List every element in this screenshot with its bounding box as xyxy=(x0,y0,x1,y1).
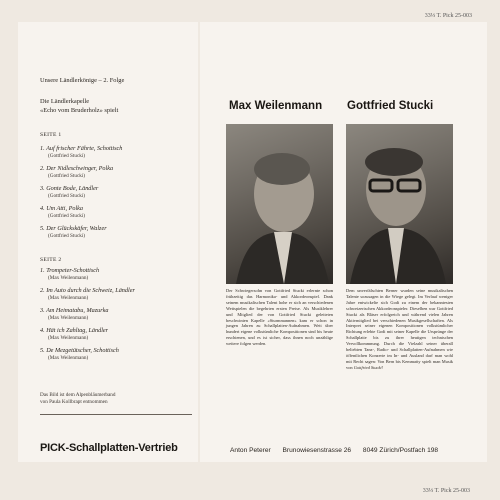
track-title: 2. Der Nidleschwinger, Polka xyxy=(40,165,114,172)
track-composer: (Gottfried Stucki) xyxy=(48,173,86,179)
track-title: 3. Am Heimatabu, Mazurka xyxy=(40,307,109,314)
address-name: Anton Peterer xyxy=(230,447,271,454)
catalog-number-top: 33⅓ T. Pick 25-003 xyxy=(424,13,472,19)
track-title: 1. Trompeter-Schottisch xyxy=(40,267,100,274)
biography-text: Dem unverfälschten Berner wurden seine musikalischen Talente sozusagen in die Wiege gelegt. Im Verlauf weniger Jahre entwickelte sich Godi zu einem der bekanntesten schweizerischen Akkordeonspieler. Dieselben war Gottfried Stucki als Bläser erfolgreich und während vielen Jahren Aktivmitglied bei verschiedenen Musikgesellschaften. Als Interpret seiner eigenen Kompositionen volkstümlicher Richtung erlebte Godi mit seiner Kapelle die Ursprünge der Schallplatte bis zu ihrer heutigen technischen Vervollkommnung. Durch die Vielzahl seiner überall beliebten Tanz-, Radio- und Schallplatten-Aufnahmen wie öffentlichen Konzerte im In- und Ausland darf man wohl mit Recht sagen: Von Bern bis Kemmatty spielt man Musik von xyxy=(346,288,453,370)
track-composer: (Gottfried Stucki) xyxy=(48,213,86,219)
track-composer: (Max Weilenmann) xyxy=(48,315,89,321)
series-title: Unsere Ländlerkönige – 2. Folge xyxy=(40,77,125,84)
track-composer: (Gottfried Stucki) xyxy=(48,233,86,239)
track-list-item xyxy=(40,327,200,341)
portrait-photo-gottfried-stucki xyxy=(346,124,453,284)
address-street: Brunowiesenstrasse 26 xyxy=(282,447,352,454)
biography-gottfried-stucki xyxy=(346,288,453,371)
portrait-illustration xyxy=(346,124,453,284)
track-list-item xyxy=(40,185,200,199)
track-list-item xyxy=(40,205,200,219)
band-intro xyxy=(40,97,118,115)
distributor-address xyxy=(230,447,448,454)
track-title: 3. Gonte Bode, Ländler xyxy=(40,185,99,192)
artist-name-1: Max Weilenmann xyxy=(229,100,323,112)
biography-end: ! xyxy=(381,364,384,370)
band-subtitle: «Echo vom Bruderholz» spielt xyxy=(40,107,119,114)
artist-name-2: Gottfried Stucki xyxy=(347,100,434,112)
track-list-item xyxy=(40,225,200,239)
track-title: 2. Im Auto durch die Schweiz, Ländler xyxy=(40,287,135,294)
biography-max-weilenmann: Der Schwiegersohn von Gottfried Stucki erlernte schon frühzeitig das Harmonika- und Akkordeonspiel. Dank seinem musikalischen Talent hohe er sich an verschiedenen Wettspielen die begehrten ersten Preise. Als Musiklehrer und Mitglied der von Gottfried Stucki geleiteten beschwinten Kapelle «Sturmmannen» kam er schon in jungen Jahren zu Schallplatten-Aufnahmen. Weit über hundert eigene volkstümliche Kompositionen sind bis heute erschienen, und es ist sicher, dass ihnen noch unzählige weitere folgen werden. xyxy=(226,288,333,347)
track-list-item xyxy=(40,165,200,179)
biography-emphasis: Gottfried Stucki xyxy=(353,364,382,370)
left-panel xyxy=(18,22,198,462)
track-list-item xyxy=(40,287,200,301)
divider xyxy=(40,414,192,415)
track-composer: (Gottfried Stucki) xyxy=(48,193,86,199)
track-title: 5. Der Glückskäfer, Walzer xyxy=(40,225,107,232)
side-1-heading: SEITE 1 xyxy=(40,132,62,138)
label-brand: PICK-Schallplatten-Vertrieb xyxy=(40,442,178,454)
portrait-photo-max-weilenmann xyxy=(226,124,333,284)
track-list-item xyxy=(40,267,200,281)
photo-credit-line: von Paula Kollbrapt entnommen xyxy=(40,399,108,405)
track-list-item xyxy=(40,347,200,361)
photo-credit-line: Das Bild ist dem Alpenbläumerband xyxy=(40,392,116,398)
track-composer: (Max Weilenmann) xyxy=(48,275,89,281)
track-composer: (Max Weilenmann) xyxy=(48,355,89,361)
portrait-illustration xyxy=(226,124,333,284)
catalog-number-bottom: 33⅓ T. Pick 25-003 xyxy=(422,488,470,494)
address-city: 8049 Zürich/Postfach 198 xyxy=(362,447,439,454)
track-composer: (Max Weilenmann) xyxy=(48,295,89,301)
track-title: 1. Auf frischer Fährte, Schottisch xyxy=(40,145,123,152)
track-composer: (Gottfried Stucki) xyxy=(48,153,86,159)
side-2-heading: SEITE 2 xyxy=(40,257,62,263)
band-name: Die Ländlerkapelle xyxy=(40,98,90,105)
track-title: 4. Um Atti, Polka xyxy=(40,205,84,212)
right-panel xyxy=(200,22,487,462)
track-list-item xyxy=(40,307,200,321)
track-title: 4. Hät ich Zahltag, Ländler xyxy=(40,327,109,334)
photo-credit xyxy=(40,392,190,406)
track-composer: (Max Weilenmann) xyxy=(48,335,89,341)
track-title: 5. De Mezgetütscher, Schottisch xyxy=(40,347,119,354)
track-list-item xyxy=(40,145,200,159)
